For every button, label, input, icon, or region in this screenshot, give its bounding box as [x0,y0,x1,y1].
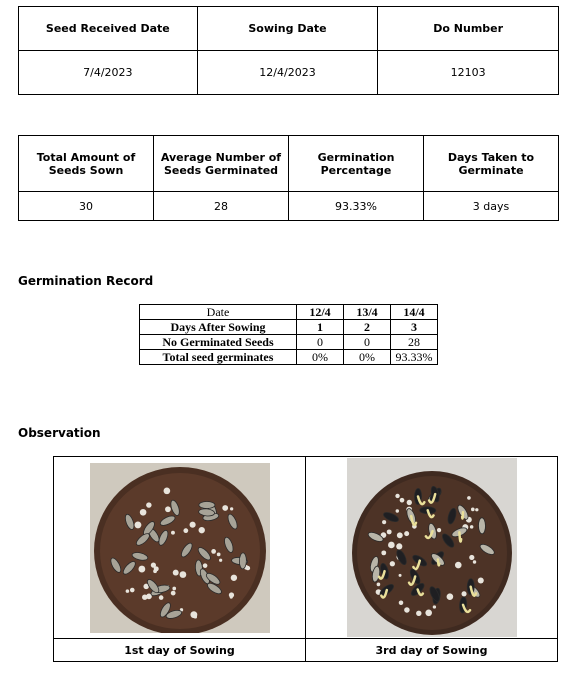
perlite-dot [171,530,175,534]
perlite-dot [399,498,404,503]
row-label-no-germinated: No Germinated Seeds [140,335,297,350]
percentage-cell: 93.33% [391,350,438,365]
perlite-dot [129,587,134,592]
perlite-dot [229,507,232,510]
header-days-taken: Days Taken to Germinate [424,136,559,192]
perlite-dot [179,571,186,578]
seed-tray-photo-day3 [347,458,517,637]
perlite-dot [153,569,157,573]
perlite-dot [404,531,409,536]
perlite-dot [211,549,216,554]
header-total-seeds: Total Amount of Seeds Sown [19,136,154,192]
perlite-dot [461,591,466,596]
perlite-dot [446,593,453,600]
perlite-dot [395,494,399,498]
sprout [462,512,463,518]
row-label-date: Date [140,305,297,320]
perlite-dot [193,615,196,618]
photo-cell-day1 [54,457,306,639]
perlite-dot [467,496,471,500]
perlite-dot [381,550,386,555]
perlite-dot [189,521,195,527]
perlite-dot [398,574,401,577]
perlite-dot [198,526,204,532]
perlite-dot [395,509,398,512]
value-germination-percentage: 93.33% [289,192,424,221]
perlite-dot [183,528,188,533]
perlite-dot [477,578,483,584]
perlite-dot [436,528,440,532]
header-average-germinated: Average Number of Seeds Germinated [154,136,289,192]
value-days-taken: 3 days [424,192,559,221]
date-cell: 12/4 [297,305,344,320]
germinated-cell: 0 [297,335,344,350]
perlite-dot [125,589,129,593]
header-do-number: Do Number [378,7,559,51]
perlite-dot [475,508,478,511]
perlite-dot [222,505,228,511]
perlite-dot [469,525,473,529]
perlite-dot [228,592,233,597]
perlite-dot [170,590,175,595]
value-seed-received-date: 7/4/2023 [19,51,198,95]
perlite-dot [219,558,222,561]
perlite-dot [472,560,475,563]
days-cell: 1 [297,320,344,335]
perlite-dot [396,543,402,549]
perlite-dot [382,520,386,524]
days-cell: 2 [344,320,391,335]
perlite-dot [202,563,207,568]
perlite-dot [388,542,395,549]
seed-tray-photo-day1 [90,463,270,633]
perlite-dot [469,555,474,560]
perlite-dot [172,569,178,575]
seed [239,552,246,568]
germinated-cell: 28 [391,335,438,350]
perlite-dot [158,595,163,600]
photo-cell-day3 [306,457,558,639]
perlite-dot [139,508,146,515]
header-sowing-date: Sowing Date [197,7,378,51]
perlite-dot [396,532,402,538]
perlite-dot [150,562,155,567]
seed [478,518,485,534]
percentage-cell: 0% [297,350,344,365]
germination-record-title: Germination Record [18,274,154,288]
caption-day1: 1st day of Sowing [54,639,306,662]
observation-title: Observation [18,426,101,440]
perlite-dot [386,529,391,534]
germination-record-table [139,304,438,365]
value-total-seeds: 30 [19,192,154,221]
perlite-dot [416,611,421,616]
perlite-dot [172,586,176,590]
perlite-dot [454,562,461,569]
caption-day3: 3rd day of Sowing [306,639,558,662]
perlite-dot [398,601,403,606]
perlite-dot [138,565,145,572]
date-cell: 13/4 [344,305,391,320]
perlite-dot [404,607,410,613]
perlite-dot [230,574,236,580]
perlite-dot [165,506,171,512]
perlite-dot [134,521,141,528]
seed [198,501,214,508]
value-sowing-date: 12/4/2023 [197,51,378,95]
germination-summary-table [18,135,559,221]
perlite-dot [406,500,411,505]
sprout [437,559,438,565]
days-cell: 3 [391,320,438,335]
perlite-dot [389,561,394,566]
date-cell: 14/4 [391,305,438,320]
observation-table [53,456,558,662]
header-seed-received-date: Seed Received Date [19,7,198,51]
perlite-dot [425,609,432,616]
perlite-dot [376,583,380,587]
perlite-dot [470,508,474,512]
perlite-dot [146,502,151,507]
perlite-dot [216,552,220,556]
perlite-dot [163,487,170,494]
row-label-total-germinates: Total seed germinates [140,350,297,365]
row-label-days-after-sowing: Days After Sowing [140,320,297,335]
perlite-dot [432,605,435,608]
value-average-germinated: 28 [154,192,289,221]
germinated-cell: 0 [344,335,391,350]
percentage-cell: 0% [344,350,391,365]
value-do-number: 12103 [378,51,559,95]
seed-info-table [18,6,559,95]
header-germination-percentage: Germination Percentage [289,136,424,192]
